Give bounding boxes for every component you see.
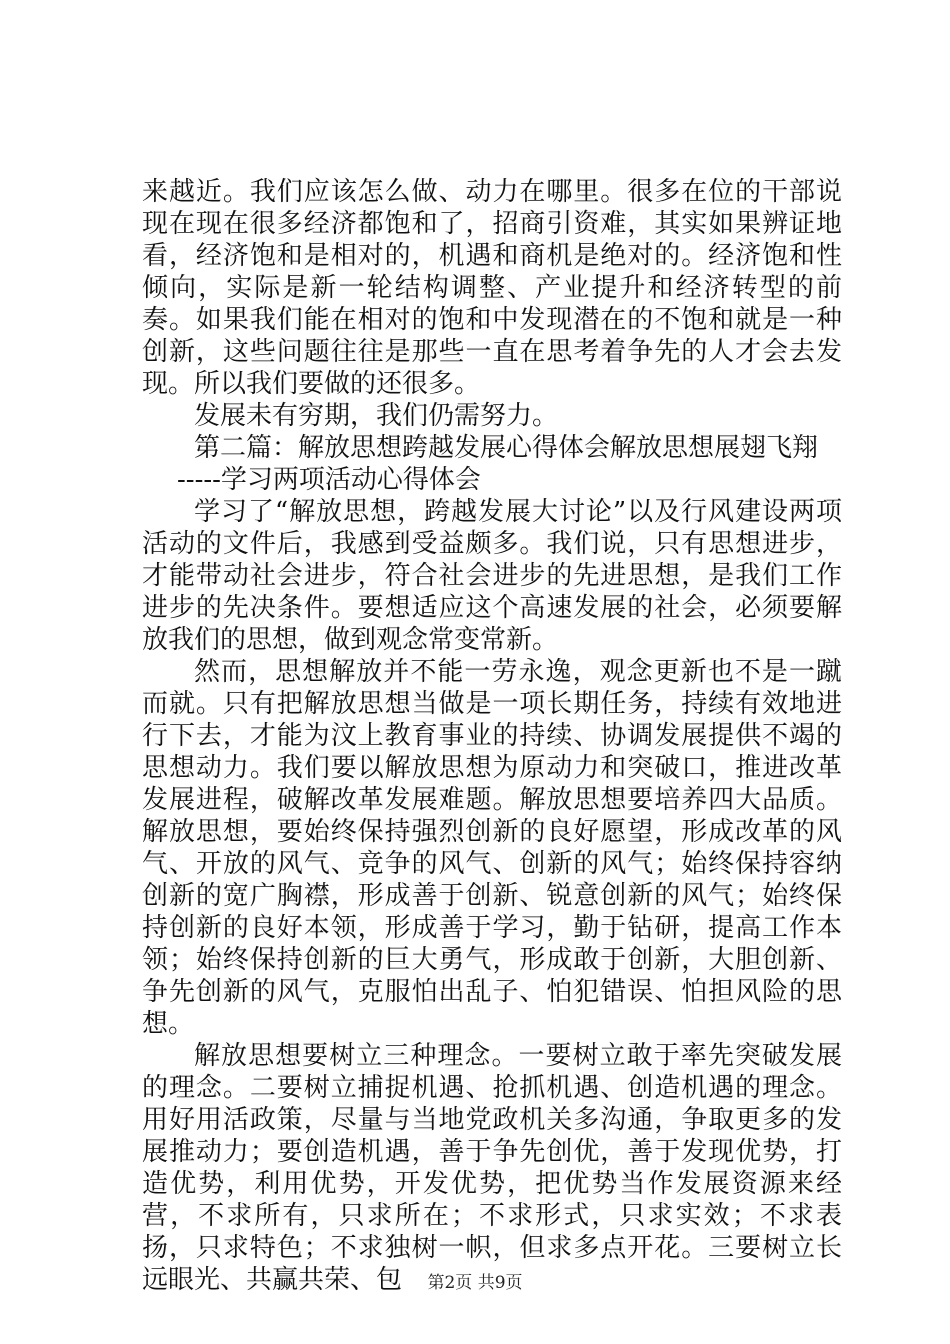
section-heading: 第二篇：解放思想跨越发展心得体会解放思想展翅飞翔 <box>194 433 819 463</box>
paragraph-three-concepts: 解放思想要树立三种理念。一要树立敢于率先突破发展的理念。二要树立捕捉机遇、抢抓机遇、创造机遇的理念。用好用活政策，尽量与当地党政机关多沟通，争取更多的发展推动力；要创造机遇，善于争先创优，善于发现优势，打造优势，利用优势，开发优势，把优势当作发展资源来经营，不求所有，只求所在；不求形式，只求实效；不求表扬，只求特色；不求独树一帜，但求多点开花。三要树立长远眼光、共赢共荣、包 <box>142 1041 842 1295</box>
paragraph-continuation: 来越近。我们应该怎么做、动力在哪里。很多在位的干部说现在现在很多经济都饱和了，招商引资难，其实如果辨证地看，经济饱和是相对的，机遇和商机是绝对的。经济饱和性倾向，实际是新一轮结构调整、产业提升和经济转型的前奏。如果我们能在相对的饱和中发现潜在的不饱和就是一种创新，这些问题往往是那些一直在思考着争先的人才会去发现。所以我们要做的还很多。 <box>142 177 842 399</box>
paragraph-four-qualities: 然而，思想解放并不能一劳永逸，观念更新也不是一蹴而就。只有把解放思想当做是一项长期任务，持续有效地进行下去，才能为汶上教育事业的持续、协调发展提供不竭的思想动力。我们要以解放思想为原动力和突破口，推进改革发展进程，破解改革发展难题。解放思想要培养四大品质。解放思想，要始终保持强烈创新的良好愿望，形成改革的风气、开放的风气、竞争的风气、创新的风气；始终保持容纳创新的宽广胸襟，形成善于创新、锐意创新的风气；始终保持创新的良好本领，形成善于学习，勤于钻研，提高工作本领；始终保持创新的巨大勇气，形成敢于创新，大胆创新、争先创新的风气，克服怕出乱子、怕犯错误、怕担风险的思想。 <box>142 657 842 1039</box>
paragraph-intro: 学习了“解放思想，跨越发展大讨论”以及行风建设两项活动的文件后，我感到受益颇多。我们说，只有思想进步，才能带动社会进步，符合社会进步的先进思想，是我们工作进步的先决条件。要想适应这个高速发展的社会，必须要解放我们的思想，做到观念常变常新。 <box>142 497 842 655</box>
document-body <box>142 176 842 1296</box>
section-subtitle: -----学习两项活动心得体会 <box>177 465 481 495</box>
page-number-footer: 第2页 共9页 <box>427 1273 523 1293</box>
paragraph-closing-remark: 发展未有穷期，我们仍需努力。 <box>194 401 559 431</box>
